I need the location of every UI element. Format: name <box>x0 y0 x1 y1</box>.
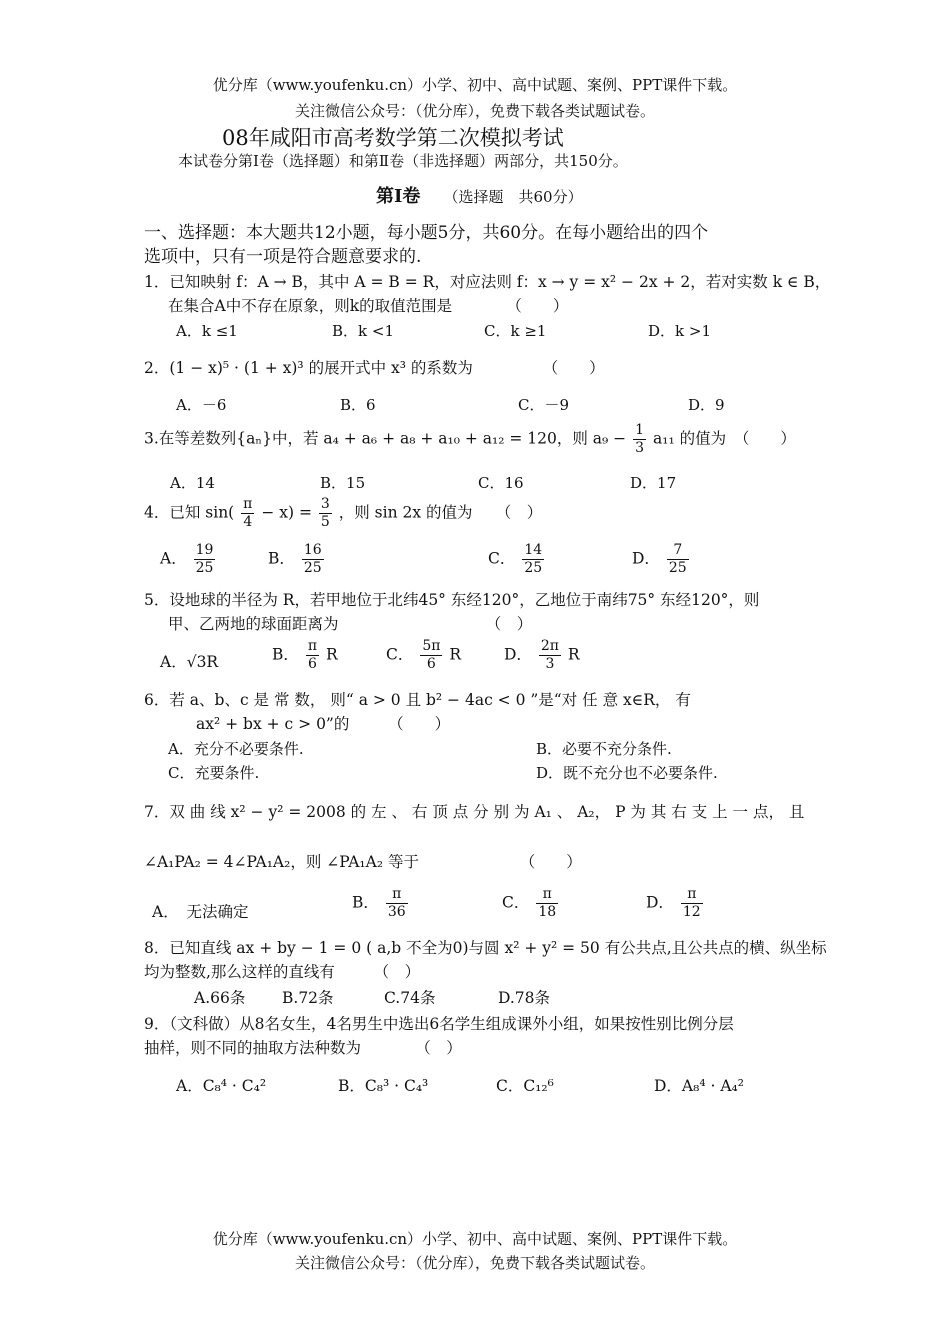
q4-option-d-label: D． <box>632 549 660 568</box>
q2-option-d: D．9 <box>688 396 725 414</box>
q9-line-1: 9．（文科做）从8名女生，4名男生中选出6名学生组成课外小组，如果按性别比例分层 <box>144 1015 734 1033</box>
q9-option-d: D．A₈⁴ · A₄² <box>654 1077 744 1095</box>
q4-option-a <box>160 542 217 577</box>
q5-option-c-fraction <box>420 638 442 673</box>
q7-line-2: ∠A₁PA₂ = 4∠PA₁A₂，则 ∠PA₁A₂ 等于 （ ） <box>144 853 582 871</box>
q7-option-c-numerator: π <box>536 886 558 904</box>
q7-option-d <box>646 886 705 921</box>
q9-option-c: C．C₁₂⁶ <box>496 1077 554 1095</box>
section-line-1: 一、选择题：本大题共12小题，每小题5分，共60分。在每小题给出的四个 <box>144 223 709 243</box>
q4-value-fraction <box>319 496 332 531</box>
q7-option-c <box>502 886 560 921</box>
q4-option-c-label: C． <box>488 549 516 568</box>
q3-stem <box>144 422 796 457</box>
q7-option-c-fraction <box>536 886 558 921</box>
q4-option-c-numerator: 14 <box>524 542 543 558</box>
q2-option-a: A．－6 <box>176 396 227 414</box>
section-line-2: 选项中，只有一项是符合题意要求的. <box>144 247 422 267</box>
q4-option-b-numerator: 16 <box>303 542 322 558</box>
q7-option-d-numerator: π <box>681 886 703 904</box>
q5-line-1: 5．设地球的半径为 R，若甲地位于北纬45° 东经120°，乙地位于南纬75° 东经120°，则 <box>144 591 760 609</box>
q4-stem-mid: − x) = <box>261 503 312 522</box>
header-line-2: 关注微信公众号：（优分库），免费下载各类试题试卷。 <box>294 102 655 120</box>
q4-option-a-numerator: 19 <box>195 542 214 558</box>
q7-option-a: A． 无法确定 <box>152 903 249 921</box>
q7-option-b-fraction <box>386 886 408 921</box>
q9-option-b: B．C₈³ · C₄³ <box>338 1077 429 1095</box>
q5-option-d-unit: R <box>567 645 580 664</box>
q3-option-a: A．14 <box>170 474 215 492</box>
q7-option-c-denominator: 18 <box>538 904 557 920</box>
q3-option-b: B．15 <box>320 474 366 492</box>
q4-pi-denominator: 4 <box>243 514 253 530</box>
q8-line-2: 均为整数,那么这样的直线有 （ ） <box>144 963 421 981</box>
q5-option-c-denominator: 6 <box>426 656 436 672</box>
q6-option-d: D．既不充分也不必要条件. <box>536 764 718 782</box>
q5-option-a: A．√3R <box>160 653 219 671</box>
q6-option-a: A．充分不必要条件. <box>168 740 304 758</box>
q6-line-1: 6．若 a、b、c 是 常 数， 则“ a > 0 且 b² − 4ac < 0 ”是“对 任 意 x∈R， 有 <box>144 691 691 709</box>
page-title: 08年咸阳市高考数学第二次模拟考试 <box>222 126 564 150</box>
q4-value-numerator: 3 <box>320 496 330 512</box>
q7-option-b-denominator: 36 <box>387 904 406 920</box>
q4-option-b-denominator: 25 <box>303 560 322 576</box>
q4-option-b-label: B． <box>268 549 295 568</box>
q4-option-d-fraction <box>667 542 689 577</box>
footer-line-2: 关注微信公众号：（优分库），免费下载各类试题试卷。 <box>294 1254 655 1272</box>
q5-option-c-unit: R <box>449 645 462 664</box>
q7-option-d-fraction <box>681 886 703 921</box>
q4-option-c-fraction <box>522 542 544 577</box>
q1-option-b: B．k <1 <box>332 322 394 340</box>
q4-option-a-fraction <box>194 542 216 577</box>
q5-option-d <box>504 638 580 673</box>
q7-option-d-label: D． <box>646 893 674 912</box>
q7-option-b-label: B． <box>352 893 379 912</box>
q8-option-a: A.66条 <box>194 989 246 1007</box>
q5-option-b-label: B． <box>272 645 299 664</box>
q5-option-c <box>386 638 461 673</box>
header-line-1: 优分库（www.youfenku.cn）小学、初中、高中试题、案例、PPT课件下载。 <box>212 76 738 94</box>
q4-option-d-numerator: 7 <box>667 542 689 560</box>
q8-line-1: 8．已知直线 ax + by − 1 = 0 ( a,b 不全为0)与圆 x² + y² = 50 有公共点,且公共点的横、纵坐标 <box>144 939 827 957</box>
subtitle: 本试卷分第Ⅰ卷（选择题）和第Ⅱ卷（非选择题）两部分，共150分。 <box>178 152 628 170</box>
q8-option-d: D.78条 <box>498 989 551 1007</box>
q5-option-d-numerator: 2π <box>540 638 559 654</box>
q7-line-1: 7．双 曲 线 x² − y² = 2008 的 左 、 右 顶 点 分 别 为 A₁ 、 A₂， P 为 其 右 支 上 一 点， 且 <box>144 803 805 821</box>
q2-option-c: C．－9 <box>518 396 570 414</box>
q5-option-c-numerator: 5π <box>422 638 441 654</box>
q5-option-c-label: C． <box>386 645 414 664</box>
q7-option-b <box>352 886 410 921</box>
q5-option-d-denominator: 3 <box>545 656 555 672</box>
q7-option-d-denominator: 12 <box>682 904 701 920</box>
q5-option-b-numerator: π <box>307 638 318 654</box>
q6-option-b: B．必要不充分条件. <box>536 740 672 758</box>
q4-option-c-denominator: 25 <box>524 560 543 576</box>
q4-stem-pre: 4．已知 sin( <box>144 503 235 522</box>
q4-value-denominator: 5 <box>320 514 330 530</box>
q4-stem <box>144 496 542 531</box>
q5-line-2: 甲、乙两地的球面距离为 （ ） <box>168 615 533 633</box>
q6-line-2: ax² + bx + c > 0”的 （ ） <box>196 715 451 733</box>
q5-option-b-fraction <box>306 638 319 673</box>
q6-option-c: C．充要条件. <box>168 764 260 782</box>
q5-option-d-fraction <box>539 638 561 673</box>
q1-line-1: 1．已知映射 f：A → B，其中 A = B = R，对应法则 f：x → y = x² − 2x + 2，若对实数 k ∈ B， <box>144 273 831 291</box>
q4-option-b-fraction <box>302 542 324 577</box>
q8-option-b: B.72条 <box>282 989 334 1007</box>
q4-option-c <box>488 542 546 577</box>
q9-line-2: 抽样，则不同的抽取方法种数为 （ ） <box>144 1039 462 1057</box>
q4-option-d-denominator: 25 <box>668 560 687 576</box>
q2-option-b: B．6 <box>340 396 376 414</box>
part-label: 第Ⅰ卷 <box>376 186 421 207</box>
q3-frac-numerator: 1 <box>635 422 645 438</box>
q3-stem-post: a₁₁ 的值为 （ ） <box>652 429 796 448</box>
q4-pi-numerator: π <box>243 496 253 512</box>
q3-option-d: D．17 <box>630 474 677 492</box>
q1-option-c: C．k ≥1 <box>484 322 547 340</box>
q5-option-b-unit: R <box>325 645 338 664</box>
q4-option-a-denominator: 25 <box>195 560 214 576</box>
q4-option-a-label: A． <box>160 549 187 568</box>
q3-option-c: C．16 <box>478 474 524 492</box>
q7-option-b-numerator: π <box>386 886 408 904</box>
q9-option-a: A．C₈⁴ · C₄² <box>176 1077 267 1095</box>
q8-option-c: C.74条 <box>384 989 436 1007</box>
q1-option-a: A．k ≤1 <box>176 322 238 340</box>
q3-frac-denominator: 3 <box>635 440 645 456</box>
q4-pi-fraction <box>241 496 254 531</box>
q4-stem-post: ，则 sin 2x 的值为 （ ） <box>338 503 543 522</box>
q3-stem-pre: 3.在等差数列{aₙ}中，若 a₄ + a₆ + a₈ + a₁₀ + a₁₂ = 120，则 a₉ − <box>144 429 627 448</box>
q7-option-c-label: C． <box>502 893 530 912</box>
part-heading <box>376 182 583 208</box>
footer-line-1: 优分库（www.youfenku.cn）小学、初中、高中试题、案例、PPT课件下载。 <box>212 1230 738 1248</box>
q2-stem: 2．(1 − x)⁵ · (1 + x)³ 的展开式中 x³ 的系数为 （ ） <box>144 359 605 377</box>
q1-line-2: 在集合A中不存在原象，则k的取值范围是 （ ） <box>168 297 569 315</box>
q5-option-b-denominator: 6 <box>307 656 317 672</box>
q5-option-b <box>272 638 338 673</box>
part-note: （选择题 共60分） <box>443 188 583 206</box>
q3-fraction <box>633 422 646 457</box>
q1-option-d: D．k >1 <box>648 322 711 340</box>
q4-option-b <box>268 542 326 577</box>
q5-option-d-label: D． <box>504 645 532 664</box>
q4-option-d <box>632 542 691 577</box>
